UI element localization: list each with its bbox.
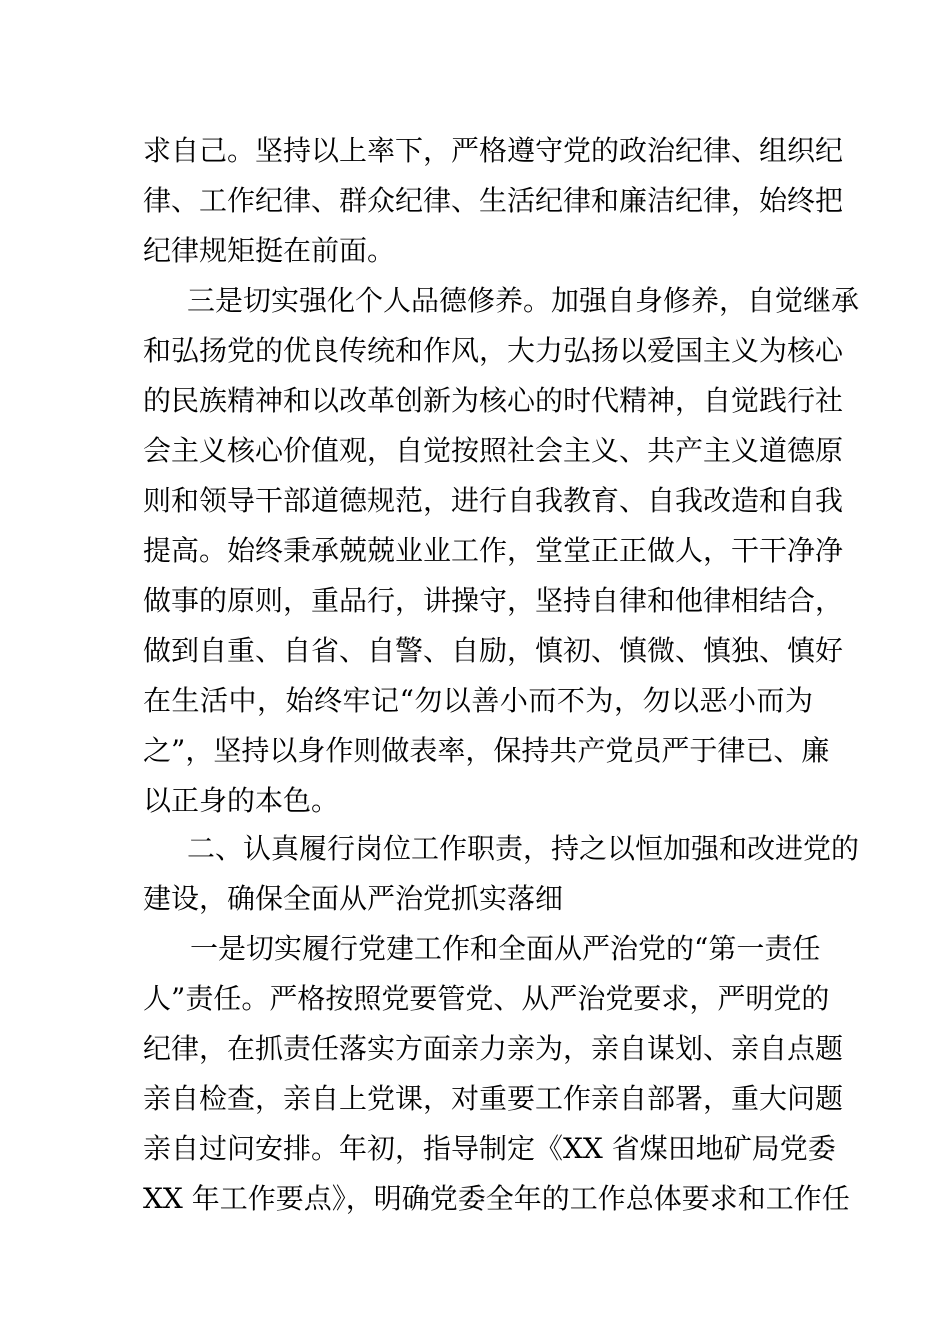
text-line: 在生活中，始终牢记“勿以善小而不为，勿以恶小而为	[143, 684, 813, 717]
paragraph-first-line: 三是切实强化个人品德修养。加强自身修养，自觉继承	[187, 284, 860, 317]
text-line: 亲自过问安排。年初，指导制定《XX 省煤田地矿局党委	[143, 1132, 836, 1165]
text-line: 会主义核心价值观，自觉按照社会主义、共产主义道德原	[143, 434, 844, 467]
text-line: 则和领导干部道德规范，进行自我教育、自我改造和自我	[143, 484, 844, 517]
text-line: 做到自重、自省、自警、自励，慎初、慎微、慎独、慎好	[143, 634, 844, 667]
text-line: 做事的原则，重品行，讲操守，坚持自律和他律相结合，	[143, 584, 844, 617]
section-heading-line: 建设，确保全面从严治党抓实落细	[143, 882, 564, 915]
text-line: 纪律，在抓责任落实方面亲力亲为，亲自谋划、亲自点题	[143, 1032, 844, 1065]
section-heading-line: 二、认真履行岗位工作职责，持之以恒加强和改进党的	[187, 832, 860, 865]
text-line: 和弘扬党的优良传统和作风，大力弘扬以爱国主义为核心	[143, 334, 844, 367]
paragraph-first-line: 一是切实履行党建工作和全面从严治党的“第一责任	[190, 932, 821, 965]
text-line: 提高。始终秉承兢兢业业工作，堂堂正正做人，干干净净	[143, 534, 844, 567]
text-line: 求自己。坚持以上率下，严格遵守党的政治纪律、组织纪	[143, 134, 844, 167]
text-line: 以正身的本色。	[143, 784, 340, 817]
text-line: 人”责任。严格按照党要管党、从严治党要求，严明党的	[143, 982, 830, 1015]
text-line: 之”，坚持以身作则做表率，保持共产党员严于律已、廉	[143, 734, 830, 767]
text-line: 的民族精神和以改革创新为核心的时代精神，自觉践行社	[143, 384, 844, 417]
text-line: 亲自检查，亲自上党课，对重要工作亲自部署，重大问题	[143, 1082, 844, 1115]
text-line: 纪律规矩挺在前面。	[143, 234, 396, 267]
text-line: XX 年工作要点》，明确党委全年的工作总体要求和工作任	[143, 1182, 850, 1215]
text-line: 律、工作纪律、群众纪律、生活纪律和廉洁纪律，始终把	[143, 184, 844, 217]
